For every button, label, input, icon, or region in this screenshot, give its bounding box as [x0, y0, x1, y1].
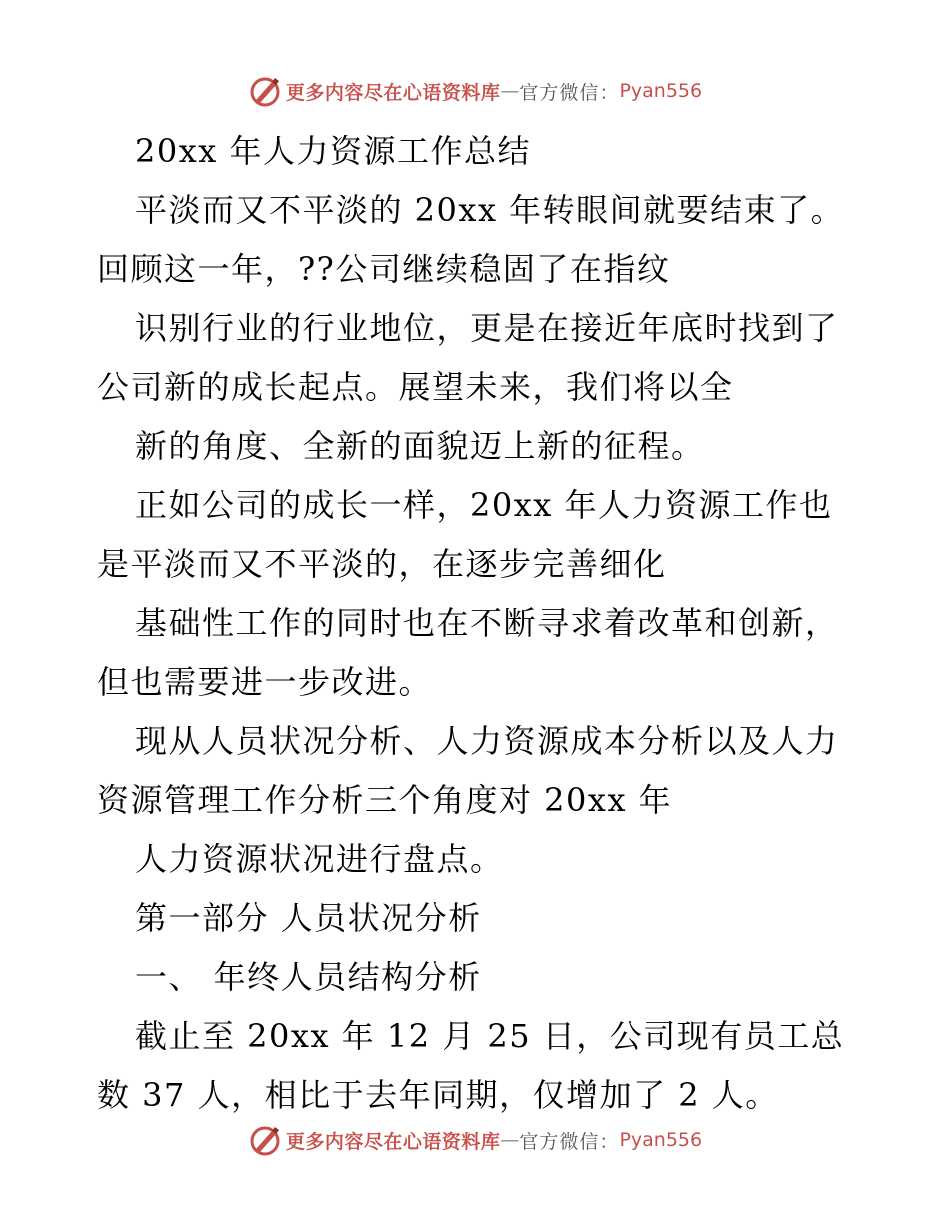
- footer-watermark-banner: [0, 1120, 950, 1160]
- text-line: 资源管理工作分析三个角度对 20xx 年: [97, 781, 673, 819]
- text-line: 20xx 年人力资源工作总结: [135, 132, 531, 170]
- text-line: 基础性工作的同时也在不断寻求着改革和创新，: [135, 604, 839, 642]
- pen-logo-icon: [248, 1123, 282, 1157]
- text-line: 公司新的成长起点。展望未来，我们将以全: [97, 368, 734, 406]
- text-line: 平淡而又不平淡的 20xx 年转眼间就要结束了。: [135, 191, 845, 229]
- text-line: 回顾这一年，??公司继续稳固了在指纹: [97, 250, 671, 288]
- text-line: 新的角度、全新的面貌迈上新的征程。: [135, 427, 705, 465]
- text-line: 识别行业的行业地位，更是在接近年底时找到了: [135, 309, 839, 347]
- text-line: 是平淡而又不平淡的，在逐步完善细化: [97, 545, 667, 583]
- banner-main-text: 更多内容尽在心语资料库: [285, 1130, 501, 1153]
- banner-sub-text: 官方微信：: [519, 1130, 620, 1153]
- text-line: 人力资源状况进行盘点。: [135, 840, 504, 878]
- banner-wechat-id: Pyan556: [619, 80, 703, 102]
- text-line: 一、 年终人员结构分析: [135, 958, 482, 996]
- document-body: [97, 122, 857, 1125]
- text-line: 正如公司的成长一样，20xx 年人力资源工作也: [135, 486, 833, 524]
- text-line: 但也需要进一步改进。: [97, 663, 433, 701]
- text-line: 第一部分 人员状况分析: [135, 899, 482, 937]
- banner-main-text: 更多内容尽在心语资料库: [285, 81, 501, 104]
- text-line: 数 37 人，相比于去年同期，仅增加了 2 人。: [97, 1076, 779, 1114]
- text-line: 现从人员状况分析、人力资源成本分析以及人力: [135, 722, 839, 760]
- header-watermark-banner: [0, 71, 950, 111]
- banner-wechat-id: Pyan556: [619, 1129, 703, 1151]
- banner-sub-text: 官方微信：: [519, 81, 620, 104]
- banner-dash: —: [500, 1129, 520, 1151]
- banner-dash: —: [500, 80, 520, 102]
- text-line: 截止至 20xx 年 12 月 25 日，公司现有员工总: [135, 1017, 845, 1055]
- pen-logo-icon: [248, 74, 282, 108]
